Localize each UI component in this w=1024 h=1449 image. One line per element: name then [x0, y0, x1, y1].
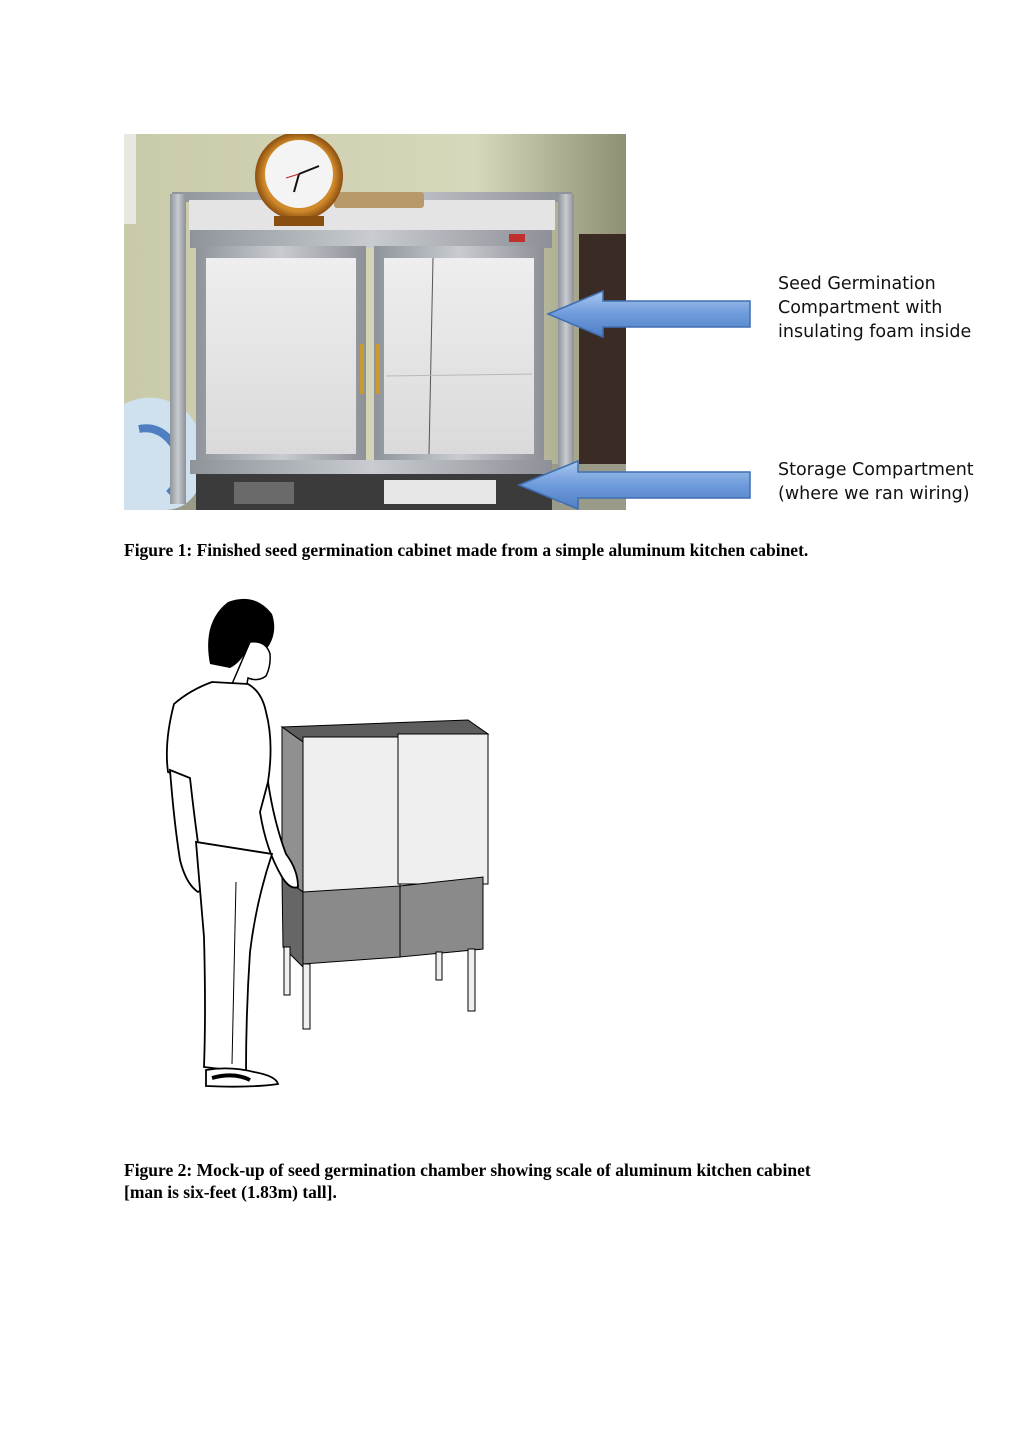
caption-line: Figure 2: Mock-up of seed germination chamber showing scale of aluminum kitchen cabinet: [124, 1160, 811, 1180]
figure2-mockup: [150, 592, 510, 1092]
caption-line: [man is six-feet (1.83m) tall].: [124, 1182, 337, 1202]
callout-line: Compartment with: [778, 298, 943, 318]
arrow-to-seed-compartment-icon: [545, 288, 755, 340]
callout-line: Storage Compartment: [778, 460, 974, 480]
callout-line: Seed Germination: [778, 274, 936, 294]
figure2-caption: [124, 1159, 811, 1203]
callout-line: insulating foam inside: [778, 322, 972, 342]
man-and-cabinet-mockup-illustration: [150, 592, 510, 1092]
figure1-caption: Figure 1: Finished seed germination cabinet made from a simple aluminum kitchen cabinet.: [124, 540, 809, 560]
callout-line: (where we ran wiring): [778, 484, 970, 504]
arrow-to-storage-compartment-icon: [516, 458, 754, 512]
storage-compartment-callout: [778, 458, 974, 506]
seed-compartment-callout: [778, 272, 971, 344]
